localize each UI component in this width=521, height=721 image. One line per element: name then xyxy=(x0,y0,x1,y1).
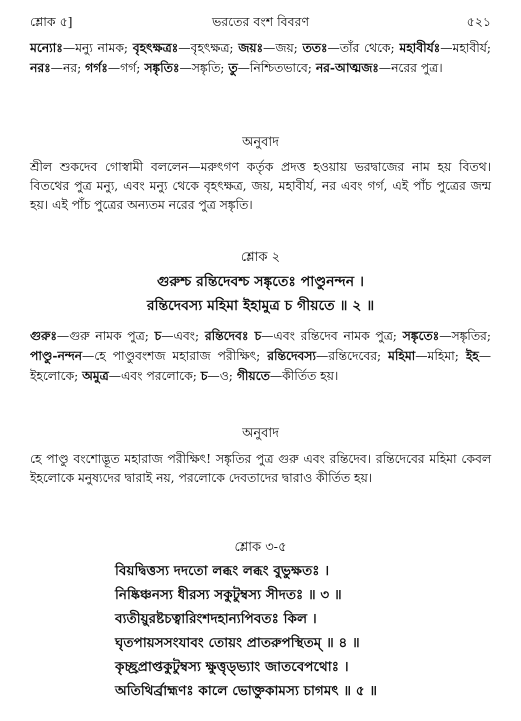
synonym-meaning: গুরু নামক পুত্র xyxy=(69,329,145,343)
synonym-meaning: মহিমা xyxy=(427,349,455,363)
synonym-term: নরঃ xyxy=(30,60,51,75)
synonym-term: রন্তিদেবস্য xyxy=(267,348,316,363)
sloka-3-5-verse xyxy=(30,560,491,720)
translation-verse-2 xyxy=(30,450,491,488)
translation-2-heading-wrap xyxy=(30,424,491,444)
synonym-meaning: এবং পরলোকে xyxy=(120,369,193,383)
synonym-term: নর-আত্মজঃ xyxy=(315,60,379,75)
translation-paragraph: হে পাণ্ডু বংশোদ্ভূত মহারাজ পরীক্ষিৎ! সঙ্কৃতির পুত্র গুরু এবং রন্তিদেব। রন্তিদেবের মহিমা কেবল ইহলোকে মনুষ্যদের দ্বারাই নয়, পরলোকে দেবতাদের দ্বারাও কীর্তিত হয়। xyxy=(30,452,491,485)
synonym-meaning: বৃহৎক্ষত্র xyxy=(190,41,230,55)
synonym-meaning: নর xyxy=(62,61,78,75)
sloka-3-5-heading-wrap xyxy=(30,538,491,558)
verse-line: গুরুশ্চ রন্তিদেবশ্চ সঙ্কৃতেঃ পাণ্ডুনন্দন । xyxy=(157,274,364,290)
synonym-meaning: ইহলোকে xyxy=(30,369,75,383)
synonym-meaning: এবং xyxy=(173,329,195,343)
synonym-meaning: রন্তিদেবের xyxy=(328,349,377,363)
sloka-heading: শ্লোক ২ xyxy=(240,250,281,265)
synonym-meaning: কীর্তিত হয়। xyxy=(282,369,339,383)
synonym-meaning: সঙ্কৃতি xyxy=(191,61,221,75)
synonym-meaning: সঙ্কৃতির xyxy=(451,329,487,343)
synonym-meaning: মন্যু নামক xyxy=(75,41,124,55)
synonym-meaning: ও xyxy=(219,369,229,383)
synonym-meaning: মহাবীর্য xyxy=(452,41,487,55)
sloka-2-heading-wrap xyxy=(30,248,491,268)
synonyms-verse-2 xyxy=(30,326,491,386)
translation-verse-1 xyxy=(30,158,491,215)
translation-heading: অনুবাদ xyxy=(242,135,279,150)
synonym-term: চ xyxy=(200,368,208,383)
synonym-term: জয়ঃ xyxy=(238,40,264,55)
synonym-meaning: নরের পুত্র। xyxy=(391,61,443,75)
synonym-term: রন্তিদেবঃ চ xyxy=(204,328,262,343)
synonym-term: ততঃ xyxy=(302,40,328,55)
verse-line: বিয়দ্বিত্তস্য দদতো লব্ধং লব্ধং বুভুক্ষতঃ । xyxy=(115,563,330,579)
synonym-term: তু xyxy=(228,60,238,75)
verse-line: ব্যতীয়ুরষ্টচত্বারিংশদহান্যপিবতঃ কিল । xyxy=(115,611,317,627)
synonym-meaning: হে পাণ্ডুবংশজ মহারাজ পরীক্ষিৎ xyxy=(94,349,257,363)
synonyms-verse-1 xyxy=(30,38,491,78)
header-verse-ref: শ্লোক ৫] xyxy=(30,14,73,29)
synonym-meaning: তাঁর থেকে xyxy=(339,41,391,55)
synonym-term: মন্যোঃ xyxy=(30,40,63,55)
translation-paragraph: শ্রীল শুকদেব গোস্বামী বললেন—মরুৎগণ কর্তৃক প্রদত্ত হওয়ায় ভরদ্বাজের নাম হয় বিতথ। বিতথের পুত্র মন্যু, এবং মন্যু থেকে বৃহৎক্ষত্র, জয়, মহাবীর্য, নর এবং গর্গ, এই পাঁচ পুত্রের জন্ম হয়। এই পাঁচ পুত্রের অন্যতম নরের পুত্র সঙ্কৃতি। xyxy=(30,160,491,212)
verse-line: ঘৃতপায়সসংযাবং তোয়ং প্রাতরুপস্থিতম্ ॥ ৪ ॥ xyxy=(115,635,360,651)
sloka-heading: শ্লোক ৩-৫ xyxy=(234,540,287,555)
synonym-term: গীয়তে xyxy=(236,368,270,383)
synonym-term: সঙ্কৃতেঃ xyxy=(402,328,440,343)
header-page-number: ৫২১ xyxy=(466,14,491,29)
synonym-term: বৃহৎক্ষত্রঃ xyxy=(132,40,179,55)
verse-line: অতিথির্ব্রাহ্মণঃ কালে ভোক্তুকামস্য চাগমৎ ॥ ৫ ॥ xyxy=(115,683,378,699)
verse-line: কৃচ্ছ্রপ্রাপ্তকুটুম্বস্য ক্ষুত্তৃড্ভ্যাং জাতবেপথোঃ । xyxy=(115,659,349,675)
synonym-meaning: গর্গ xyxy=(120,61,137,75)
synonyms-paragraph: গুরুঃ—গুরু নামক পুত্র; চ—এবং; রন্তিদেবঃ চ—এবং রন্তিদেব নামক পুত্র; সঙ্কৃতেঃ—সঙ্কৃতির; পাণ্ডু-নন্দন—হে পাণ্ডুবংশজ মহারাজ পরীক্ষিৎ; রন্তিদেবস্য—রন্তিদেবের; মহিমা—মহিমা; ইহ—ইহলোকে; অমুত্র—এবং পরলোকে; চ—ও; গীয়তে—কীর্তিত হয়। xyxy=(30,328,491,383)
sloka-2-verse xyxy=(30,270,491,320)
running-header xyxy=(30,12,491,32)
synonym-meaning: নিশ্চিতভাবে xyxy=(249,61,308,75)
translation-heading: অনুবাদ xyxy=(242,426,279,441)
synonym-meaning: এবং রন্তিদেব নামক পুত্র xyxy=(273,329,393,343)
synonym-term: গুরুঃ xyxy=(30,328,57,343)
synonym-term: ইহ xyxy=(465,348,479,363)
synonyms-paragraph: মন্যোঃ—মন্যু নামক; বৃহৎক্ষত্রঃ—বৃহৎক্ষত্র; জয়ঃ—জয়; ততঃ—তাঁর থেকে; মহাবীর্যঃ—মহাবীর্য; নরঃ—নর; গর্গঃ—গর্গ; সঙ্কৃতিঃ—সঙ্কৃতি; তু—নিশ্চিতভাবে; নর-আত্মজঃ—নরের পুত্র। xyxy=(30,40,491,75)
synonym-meaning: জয় xyxy=(275,41,294,55)
verse-line: নিষ্কিঞ্চনস্য ধীরস্য সকুটুম্বস্য সীদতঃ ॥ ৩ ॥ xyxy=(115,587,342,603)
translation-1-heading-wrap xyxy=(30,133,491,153)
synonym-term: পাণ্ডু-নন্দন xyxy=(30,348,82,363)
synonym-term: গর্গঃ xyxy=(85,60,108,75)
synonym-term: মহিমা xyxy=(388,348,416,363)
synonym-term: চ xyxy=(154,328,162,343)
synonym-term: অমুত্র xyxy=(82,368,109,383)
header-chapter-title: ভরতের বংশ বিবরণ xyxy=(211,14,310,29)
synonym-term: মহাবীর্যঃ xyxy=(399,40,441,55)
synonym-term: সঙ্কৃতিঃ xyxy=(144,60,180,75)
verse-line: রন্তিদেবস্য মহিমা ইহামুত্র চ গীয়তে ॥ ২ ॥ xyxy=(146,298,375,314)
